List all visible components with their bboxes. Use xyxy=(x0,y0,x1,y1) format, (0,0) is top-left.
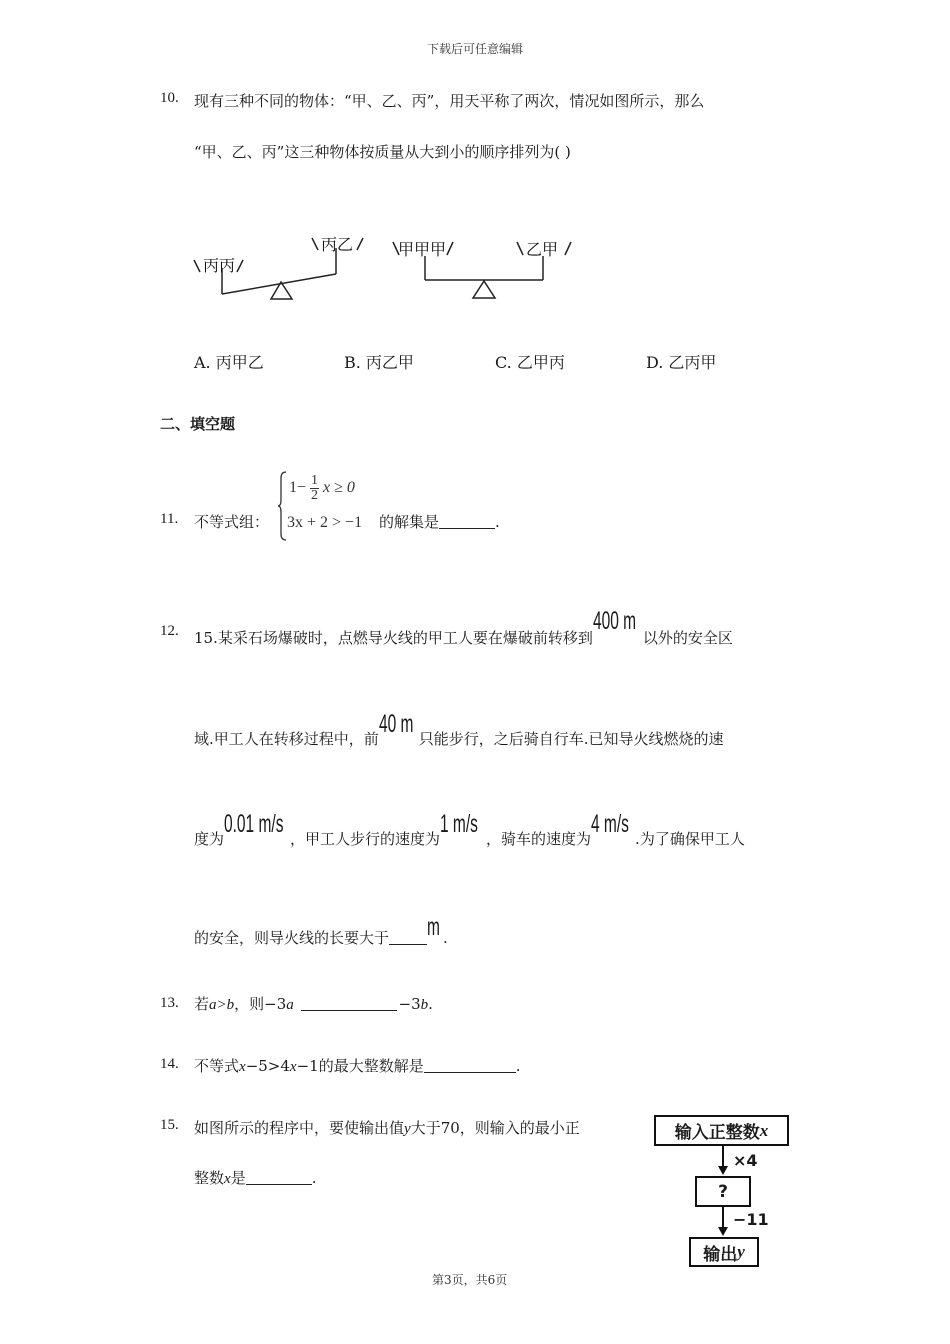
q11-prefix: 不等式组： xyxy=(194,513,270,531)
q15-line1-text: 如图所示的程序中，要使输出值 xyxy=(194,1119,405,1137)
speed-fuse: 0.01 m/s xyxy=(224,810,284,838)
q14-text-a: 不等式 xyxy=(194,1057,240,1075)
answer-blank[interactable] xyxy=(424,1058,516,1073)
q13-var-a: a xyxy=(286,997,294,1013)
flow-input-box xyxy=(654,1115,789,1146)
q13-condition: a>b xyxy=(209,997,235,1013)
q12-end: . xyxy=(443,929,448,947)
q13-text-a: 若 xyxy=(194,995,210,1013)
q13-number: 13. xyxy=(160,995,179,1011)
q10-option-b[interactable]: B. 丙乙甲 xyxy=(344,353,414,372)
q15-line2 xyxy=(194,1167,316,1188)
scale-2 xyxy=(393,240,571,298)
q10-option-c[interactable]: C. 乙甲丙 xyxy=(495,353,565,372)
q12-line2-text-a: 域.甲工人在转移过程中，前 xyxy=(194,730,379,748)
q12-line4-text: 的安全，则导火线的长要大于 xyxy=(194,929,390,947)
q15-var-x: x xyxy=(224,1171,231,1187)
flow-step-multiply: ×4 xyxy=(733,1151,758,1170)
q13-end: . xyxy=(428,995,433,1013)
q15-var-y: y xyxy=(404,1121,411,1137)
arrow-down-icon xyxy=(715,1207,731,1237)
distance-400m: 400 m xyxy=(592,607,636,635)
fraction-denominator: 2 xyxy=(311,488,319,503)
q12-line2-text-b: 只能步行，之后骑自行车.已知导火线燃烧的速 xyxy=(418,730,724,748)
q12-line1 xyxy=(194,607,733,650)
q10-option-d[interactable]: D. 乙丙甲 xyxy=(646,353,717,372)
scale-1 xyxy=(194,235,363,299)
section-title: 二、填空题 xyxy=(160,415,236,433)
flow-middle-box: ? xyxy=(695,1176,751,1207)
flow-output-box xyxy=(689,1237,759,1267)
speed-bike: 4 m/s xyxy=(591,810,629,838)
q13-text-c: ，则−3 xyxy=(234,995,287,1013)
answer-blank[interactable] xyxy=(301,996,397,1011)
flow-input-var: x xyxy=(759,1120,769,1140)
balance-scales-figure xyxy=(185,228,585,308)
q14-number: 14. xyxy=(160,1056,179,1072)
q15-line2-text-b: 是 xyxy=(230,1169,246,1187)
answer-blank[interactable] xyxy=(389,930,427,945)
q12-line4 xyxy=(194,913,448,950)
q15-number: 15. xyxy=(160,1117,179,1133)
q10-line1: 现有三种不同的物体：“甲、乙、丙”，用天平称了两次，情况如图所示，那么 xyxy=(194,92,705,110)
page-footer: 第3页，共6页 xyxy=(432,1273,508,1287)
q15-end: . xyxy=(311,1169,317,1187)
q14-text-c: −5>4 xyxy=(245,1057,290,1075)
q14-text-e: −1的最大整数解是 xyxy=(296,1057,424,1075)
scale2-right-pan-label: 乙甲 xyxy=(526,240,559,259)
fulcrum-icon xyxy=(473,281,495,298)
q12-line2 xyxy=(194,710,724,751)
speed-walk: 1 m/s xyxy=(440,810,478,838)
q12-line3-text-b: ，甲工人步行的速度为 xyxy=(290,830,441,848)
answer-blank[interactable] xyxy=(246,1170,312,1185)
flow-output-label: 输出 xyxy=(703,1244,738,1265)
q15-line2-text: 整数 xyxy=(194,1169,225,1187)
q11-suffix xyxy=(379,511,500,532)
unit-m: m xyxy=(427,913,440,941)
q14-var-x1: x xyxy=(239,1059,246,1075)
q11-inequality-2: 3x + 2 > −1 xyxy=(287,514,363,531)
q12-line3-text-d: .为了确保甲工人 xyxy=(635,830,745,848)
scale2-left-pan-label: 甲甲甲 xyxy=(398,240,447,259)
q12-line3 xyxy=(194,810,745,851)
scale1-right-pan-label: 丙乙 xyxy=(321,235,354,254)
q11-end: . xyxy=(495,513,500,531)
q13-text xyxy=(194,993,433,1014)
answer-blank[interactable] xyxy=(439,514,495,529)
q15-line1 xyxy=(194,1117,580,1138)
ineq1-part-a: 1− xyxy=(289,479,307,497)
q10-option-a[interactable]: A. 丙甲乙 xyxy=(194,353,264,372)
q14-text xyxy=(194,1055,521,1076)
q11-suffix-text: 的解集是 xyxy=(379,513,440,531)
q11-inequality-1 xyxy=(289,474,355,503)
ineq1-part-b: x ≥ 0 xyxy=(323,479,355,497)
fraction-numerator: 1 xyxy=(311,473,319,488)
scale1-left-pan-label: 丙丙 xyxy=(203,256,236,275)
arrow-down-icon xyxy=(715,1146,731,1176)
q14-end: . xyxy=(515,1057,521,1075)
q12-line3-text-a: 度为 xyxy=(194,830,225,848)
page-header: 下载后可任意编辑 xyxy=(427,42,524,56)
q11-number: 11. xyxy=(160,511,179,527)
q13-var-b: b xyxy=(420,997,429,1013)
fraction xyxy=(310,474,319,503)
flow-input-label: 输入正整数 xyxy=(674,1123,760,1143)
flow-output-var: y xyxy=(737,1242,745,1261)
q14-var-x2: x xyxy=(289,1059,297,1075)
q10-line2: “甲、乙、丙”这三种物体按质量从大到小的顺序排列为( ) xyxy=(194,143,571,161)
q12-number: 12. xyxy=(160,623,179,639)
flow-step-subtract: −11 xyxy=(733,1210,769,1229)
q15-line1-text-b: 大于70，则输入的最小正 xyxy=(410,1119,580,1137)
q12-line1-text-b: 以外的安全区 xyxy=(642,629,733,647)
q13-text-e: −3 xyxy=(398,995,421,1013)
q12-line1-text-a: 15.某采石场爆破时，点燃导火线的甲工人要在爆破前转移到 xyxy=(194,629,593,647)
q10-number: 10. xyxy=(160,90,179,106)
distance-40m: 40 m xyxy=(378,710,414,738)
q12-line3-text-c: ，骑车的速度为 xyxy=(486,830,592,848)
